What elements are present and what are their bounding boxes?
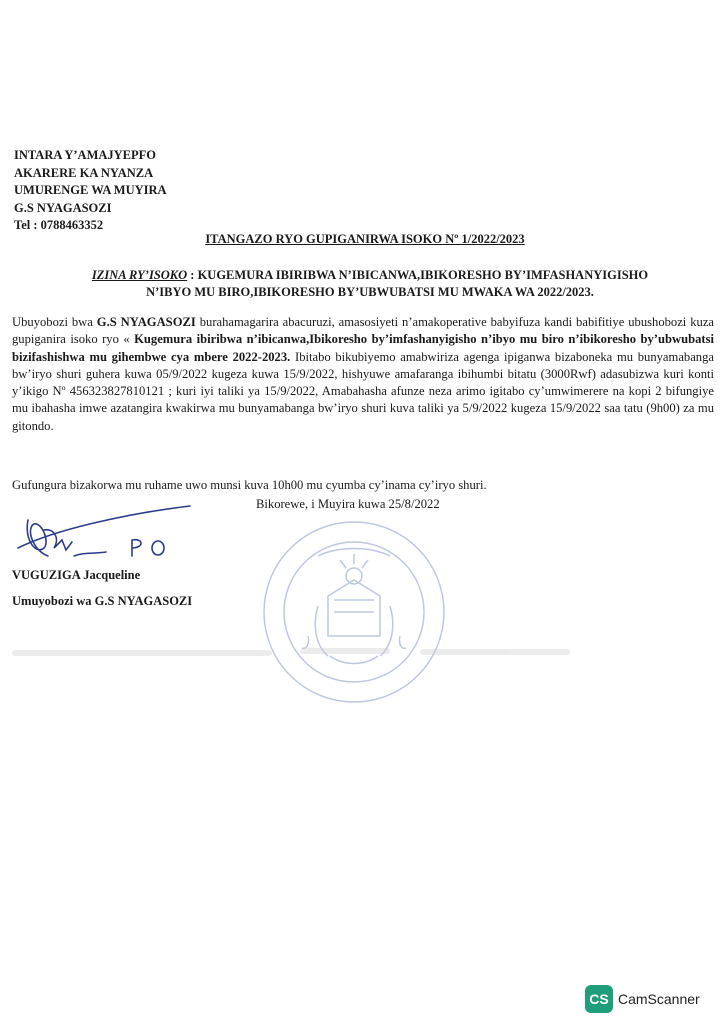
tender-subject	[70, 267, 670, 301]
opening-line: Gufungura bizakorwa mu ruhame uwo munsi kuva 10h00 mu cyumba cy’inama cy’iryo shuri.	[12, 478, 487, 492]
letterhead-province: INTARA Y’AMAJYEPFO	[14, 148, 157, 162]
body-intro: Ubuyobozi bwa	[12, 315, 97, 329]
body-invitation: burahamagarira abacuruzi, amasosiyeti n’amakoperative babyifuza kandi babifitiye ubushobozi kuza gupiganira isoko ryo «	[12, 315, 714, 347]
date-line: Bikorewe, i Muyira kuwa 25/8/2022	[256, 497, 440, 511]
signatory-role: Umuyobozi wa G.S NYAGASOZI	[12, 594, 193, 608]
scan-artifact	[0, 640, 724, 670]
body-school-name: G.S NYAGASOZI	[96, 315, 196, 329]
document-title: ITANGAZO RYO GUPIGANIRWA ISOKO Nº 1/2022/2023	[205, 232, 525, 246]
body-details: Ibitabo bikubiyemo amabwiriza agenga ipiganwa bizaboneka mu bunyamabanga bw’iryo shuri guhera kuwa 05/9/2022 kugeza kuwa 15/9/2022, hishyuwe amafaranga ibihumbi bitatu (3000Rwf) adasubizwa kuri konti y’ikigo Nº 456323827810121 ; kuri iyi taliki ya 15/9/2022, Amabahasha afunze neza arimo igitabo cy’umwimerere na kopi 2 bifungiye mu ibahasha imwe azatangira kwakirwa mu bunyamabanga bw’iryo shuri kuva taliki ya 5/9/2022 kugeza 15/9/2022 saa tatu (9h00) za mu gitondo.	[12, 349, 714, 433]
letterhead	[14, 147, 167, 235]
official-stamp	[258, 516, 450, 708]
body-paragraph	[12, 314, 714, 435]
camscanner-watermark	[585, 985, 700, 1013]
subject-line-1: : KUGEMURA IBIRIBWA N’IBICANWA,IBIKORESHO BY’IMFASHANYIGISHO	[187, 268, 649, 282]
camscanner-label: CamScanner	[618, 991, 700, 1007]
body-tender-description: Kugemura ibiribwa n’ibicanwa,Ibikoresho by’imfashanyigisho n’ibyo mu biro n’ibikoresho by’ubwubatsi bizifashishwa mu gihembwe cya mbere 2022-2023.	[12, 332, 715, 364]
subject-line-2: N’IBYO MU BIRO,IBIKORESHO BY’UBWUBATSI MU MWAKA WA 2022/2023.	[146, 285, 594, 299]
signature-image	[14, 500, 204, 575]
letterhead-school: G.S NYAGASOZI	[14, 200, 112, 215]
letterhead-sector: UMURENGE WA MUYIRA	[14, 183, 167, 197]
subject-label: IZINA RY’ISOKO	[91, 268, 188, 282]
letterhead-district: AKARERE KA NYANZA	[14, 165, 154, 180]
signatory-name: VUGUZIGA Jacqueline	[12, 568, 141, 582]
letterhead-phone: Tel : 0788463352	[14, 218, 104, 232]
camscanner-icon: CS	[585, 985, 613, 1013]
